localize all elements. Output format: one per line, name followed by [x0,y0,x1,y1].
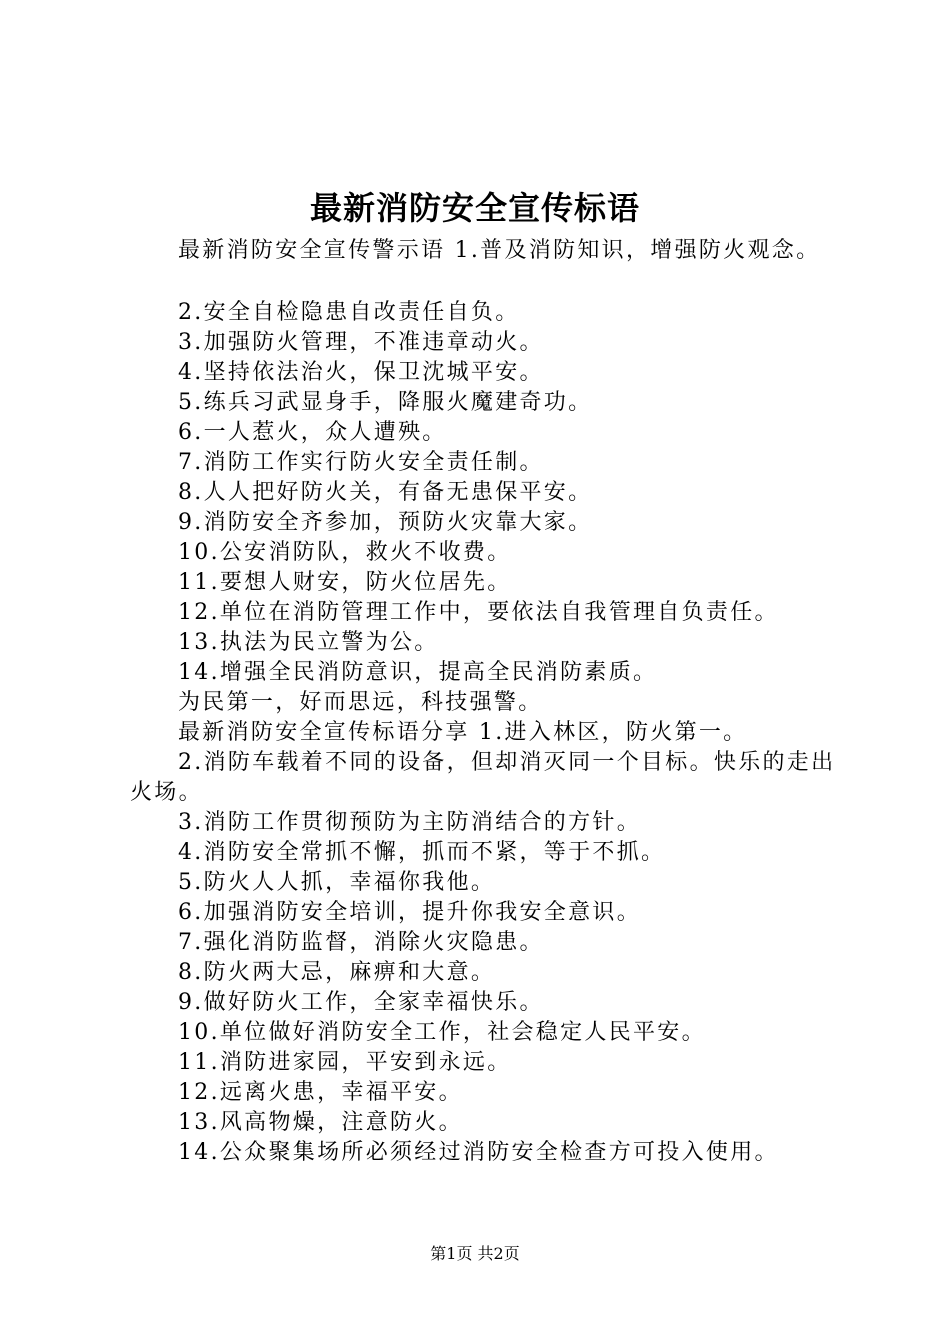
list-item: 5.防火人人抓，幸福你我他。 [178,870,496,895]
list-item: 4.消防安全常抓不懈，抓而不紧，等于不抓。 [178,840,666,865]
list-item: 7.强化消防监督，消除火灾隐患。 [178,930,544,955]
list-item: 10.单位做好消防安全工作，社会稳定人民平安。 [178,1020,706,1045]
list-item: 6.加强消防安全培训，提升你我安全意识。 [178,900,641,925]
list-item: 13.风高物燥，注意防火。 [178,1110,463,1135]
slogan-list-2 [130,808,860,1168]
list-item: 4.坚持依法治火，保卫沈城平安。 [178,360,544,385]
list-item: 6.一人惹火，众人遭殃。 [178,420,447,445]
list-item: 14.公众聚集场所必须经过消防安全检查方可投入使用。 [178,1140,779,1165]
page-footer: 第1页 共2页 [430,1244,520,1263]
list-item: 最新消防安全宣传标语分享 1.进入林区，防火第一。 [178,720,748,745]
list-item: 14.增强全民消防意识，提高全民消防素质。 [178,660,658,685]
list-item: 13.执法为民立警为公。 [178,630,439,655]
list-item: 5.练兵习武显身手，降服火魔建奇功。 [178,390,593,415]
list-item: 为民第一，好而思远，科技强警。 [178,690,543,715]
list-item: 3.加强防火管理，不准违章动火。 [178,330,544,355]
list-item: 9.消防安全齐参加，预防火灾靠大家。 [178,510,593,535]
page-title: 最新消防安全宣传标语 [309,189,640,227]
list-item: 7.消防工作实行防火安全责任制。 [178,450,544,475]
document-body [130,236,860,1168]
list-item: 12.远离火患，幸福平安。 [178,1080,463,1105]
list-item: 11.要想人财安，防火位居先。 [178,570,512,595]
intro-line: 最新消防安全宣传警示语 1.普及消防知识，增强防火观念。 [178,238,821,263]
list-item: 10.公安消防队，救火不收费。 [178,540,512,565]
list-item: 11.消防进家园，平安到永远。 [178,1050,512,1075]
slogan-list-1 [130,298,860,748]
list-item: 9.做好防火工作，全家幸福快乐。 [178,990,544,1015]
wrapped-slogan: 2.消防车载着不同的设备，但却消灭同一个目标。快乐的走出火场。 [130,750,836,805]
list-item: 8.防火两大忌，麻痹和大意。 [178,960,496,985]
list-item: 2.安全自检隐患自改责任自负。 [178,300,520,325]
paragraph-gap [130,266,860,298]
list-item: 8.人人把好防火关，有备无患保平安。 [178,480,593,505]
list-item: 3.消防工作贯彻预防为主防消结合的方针。 [178,810,641,835]
list-item: 12.单位在消防管理工作中，要依法自我管理自负责任。 [178,600,779,625]
